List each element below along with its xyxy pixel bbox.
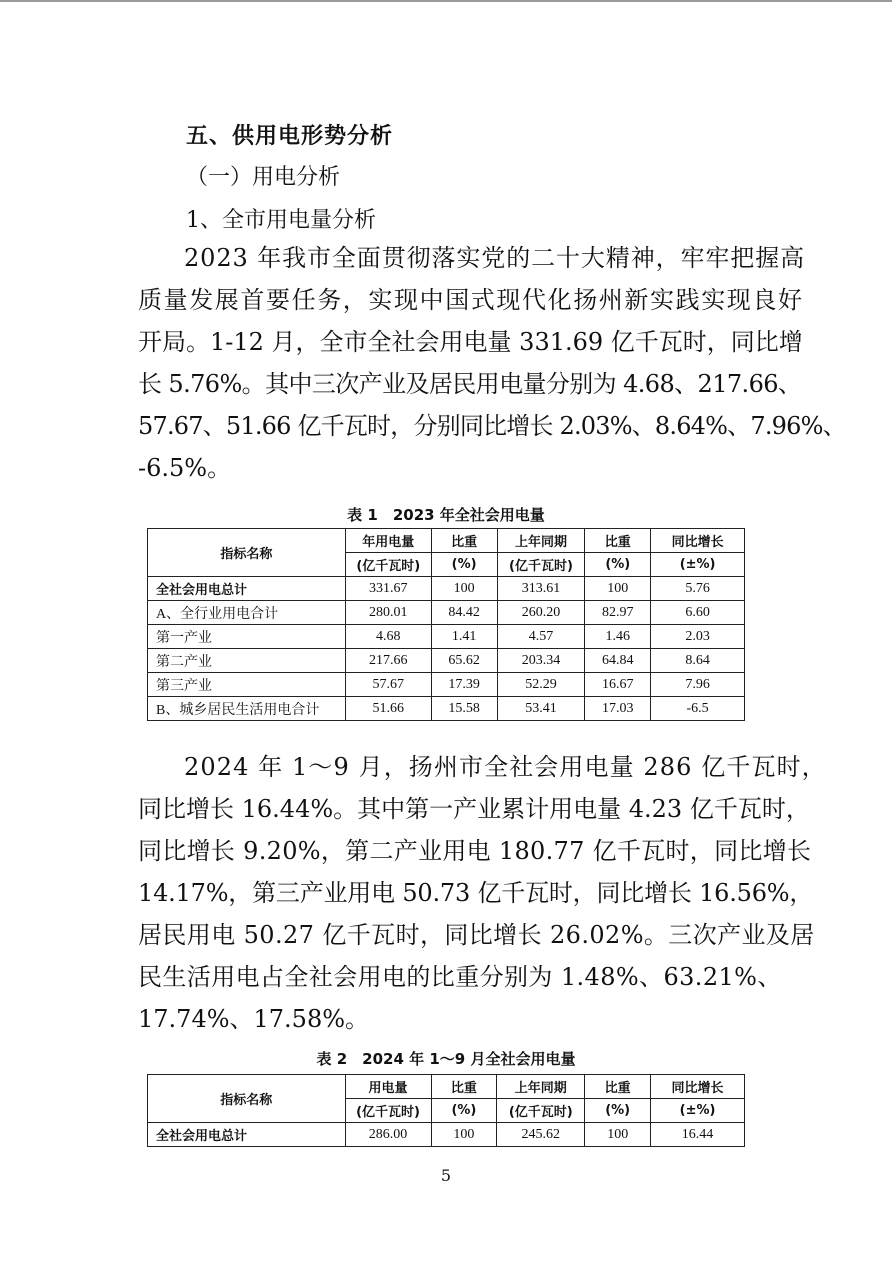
cell-value: 286.00 bbox=[345, 1123, 431, 1147]
paragraph-line: 57.67、51.66 亿千瓦时，分别同比增长 2.03%、8.64%、7.96%、 bbox=[138, 412, 846, 440]
paragraph-line: 长 5.76%。其中三次产业及居民用电量分别为 4.68、217.66、 bbox=[138, 370, 802, 398]
cell-value: 53.41 bbox=[497, 697, 585, 721]
header-prior-year: 上年同期 bbox=[497, 1075, 585, 1099]
cell-value: 245.62 bbox=[497, 1123, 585, 1147]
header-yoy-growth: 同比增长 bbox=[651, 529, 745, 553]
paragraph-line: 同比增长 16.44%。其中第一产业累计用电量 4.23 亿千瓦时， bbox=[138, 795, 810, 823]
paragraph-line: 2024 年 1～9 月，扬州市全社会用电量 286 亿千瓦时， bbox=[184, 753, 827, 781]
cell-value: 2.03 bbox=[651, 625, 745, 649]
paragraph-line: 2023 年我市全面贯彻落实党的二十大精神，牢牢把握高 bbox=[184, 244, 806, 272]
cell-value: 5.76 bbox=[651, 577, 745, 601]
cell-value: 51.66 bbox=[345, 697, 431, 721]
row-name: 第三产业 bbox=[148, 673, 346, 697]
subsection-heading: （一）用电分析 bbox=[186, 165, 341, 190]
cell-value: 1.41 bbox=[431, 625, 497, 649]
cell-value: 280.01 bbox=[345, 601, 431, 625]
section-heading: 五、供用电形势分析 bbox=[186, 124, 394, 149]
item-heading: 1、全市用电量分析 bbox=[186, 208, 376, 233]
cell-value: 217.66 bbox=[345, 649, 431, 673]
header-unit: (%) bbox=[431, 1099, 497, 1123]
row-name: 全社会用电总计 bbox=[148, 577, 346, 601]
row-name: B、城乡居民生活用电合计 bbox=[148, 697, 346, 721]
cell-value: 1.46 bbox=[585, 625, 651, 649]
header-indicator-name: 指标名称 bbox=[148, 1075, 346, 1123]
paragraph-line: 14.17%，第三产业用电 50.73 亿千瓦时，同比增长 16.56%， bbox=[138, 879, 814, 907]
header-unit: (%) bbox=[585, 553, 651, 577]
table-2024-electricity bbox=[147, 1074, 745, 1147]
table-row bbox=[148, 1123, 745, 1147]
paragraph-line: 开局。1-12 月，全市全社会用电量 331.69 亿千瓦时，同比增 bbox=[138, 328, 803, 356]
header-annual-usage: 年用电量 bbox=[345, 529, 431, 553]
cell-value: 260.20 bbox=[497, 601, 585, 625]
header-indicator-name: 指标名称 bbox=[148, 529, 346, 577]
cell-value: 52.29 bbox=[497, 673, 585, 697]
cell-value: 7.96 bbox=[651, 673, 745, 697]
header-share: 比重 bbox=[431, 529, 497, 553]
paragraph-line: 同比增长 9.20%，第二产业用电 180.77 亿千瓦时，同比增长 bbox=[138, 837, 812, 865]
row-name: 第一产业 bbox=[148, 625, 346, 649]
table-row bbox=[148, 673, 745, 697]
row-name: A、全行业用电合计 bbox=[148, 601, 346, 625]
cell-value: 65.62 bbox=[431, 649, 497, 673]
header-unit: (亿千瓦时) bbox=[345, 553, 431, 577]
cell-value: 16.67 bbox=[585, 673, 651, 697]
page-number: 5 bbox=[440, 1166, 452, 1185]
table1-caption: 表 1 2023 年全社会用电量 bbox=[347, 506, 545, 524]
header-unit: (%) bbox=[585, 1099, 651, 1123]
header-usage: 用电量 bbox=[345, 1075, 431, 1099]
table-row bbox=[148, 649, 745, 673]
cell-value: 100 bbox=[431, 577, 497, 601]
cell-value: 203.34 bbox=[497, 649, 585, 673]
cell-value: 82.97 bbox=[585, 601, 651, 625]
header-prior-year: 上年同期 bbox=[497, 529, 585, 553]
header-yoy-growth: 同比增长 bbox=[651, 1075, 745, 1099]
header-unit: (±%) bbox=[651, 1099, 745, 1123]
cell-value: 84.42 bbox=[431, 601, 497, 625]
cell-value: 15.58 bbox=[431, 697, 497, 721]
table-row bbox=[148, 601, 745, 625]
header-unit: (亿千瓦时) bbox=[497, 553, 585, 577]
cell-value: 4.68 bbox=[345, 625, 431, 649]
table-row bbox=[148, 697, 745, 721]
cell-value: 100 bbox=[585, 1123, 651, 1147]
table2-caption: 表 2 2024 年 1～9 月全社会用电量 bbox=[316, 1050, 576, 1068]
header-unit: (%) bbox=[431, 553, 497, 577]
cell-value: 16.44 bbox=[651, 1123, 745, 1147]
header-prior-share: 比重 bbox=[585, 529, 651, 553]
header-unit: (±%) bbox=[651, 553, 745, 577]
row-name: 全社会用电总计 bbox=[148, 1123, 346, 1147]
paragraph-line: 居民用电 50.27 亿千瓦时，同比增长 26.02%。三次产业及居 bbox=[138, 921, 815, 949]
paragraph-line: 质量发展首要任务，实现中国式现代化扬州新实践实现良好 bbox=[138, 286, 804, 314]
cell-value: 331.67 bbox=[345, 577, 431, 601]
header-share: 比重 bbox=[431, 1075, 497, 1099]
cell-value: 64.84 bbox=[585, 649, 651, 673]
page-top-border bbox=[0, 0, 892, 2]
cell-value: 17.39 bbox=[431, 673, 497, 697]
cell-value: 100 bbox=[585, 577, 651, 601]
table-row bbox=[148, 625, 745, 649]
row-name: 第二产业 bbox=[148, 649, 346, 673]
cell-value: -6.5 bbox=[651, 697, 745, 721]
paragraph-line: -6.5%。 bbox=[138, 454, 232, 482]
cell-value: 6.60 bbox=[651, 601, 745, 625]
cell-value: 4.57 bbox=[497, 625, 585, 649]
table-2023-electricity bbox=[147, 528, 745, 721]
cell-value: 100 bbox=[431, 1123, 497, 1147]
cell-value: 8.64 bbox=[651, 649, 745, 673]
header-prior-share: 比重 bbox=[585, 1075, 651, 1099]
paragraph-line: 民生活用电占全社会用电的比重分别为 1.48%、63.21%、 bbox=[138, 963, 782, 991]
header-unit: (亿千瓦时) bbox=[497, 1099, 585, 1123]
table-row bbox=[148, 577, 745, 601]
paragraph-line: 17.74%、17.58%。 bbox=[138, 1005, 370, 1033]
cell-value: 313.61 bbox=[497, 577, 585, 601]
header-unit: (亿千瓦时) bbox=[345, 1099, 431, 1123]
cell-value: 17.03 bbox=[585, 697, 651, 721]
cell-value: 57.67 bbox=[345, 673, 431, 697]
